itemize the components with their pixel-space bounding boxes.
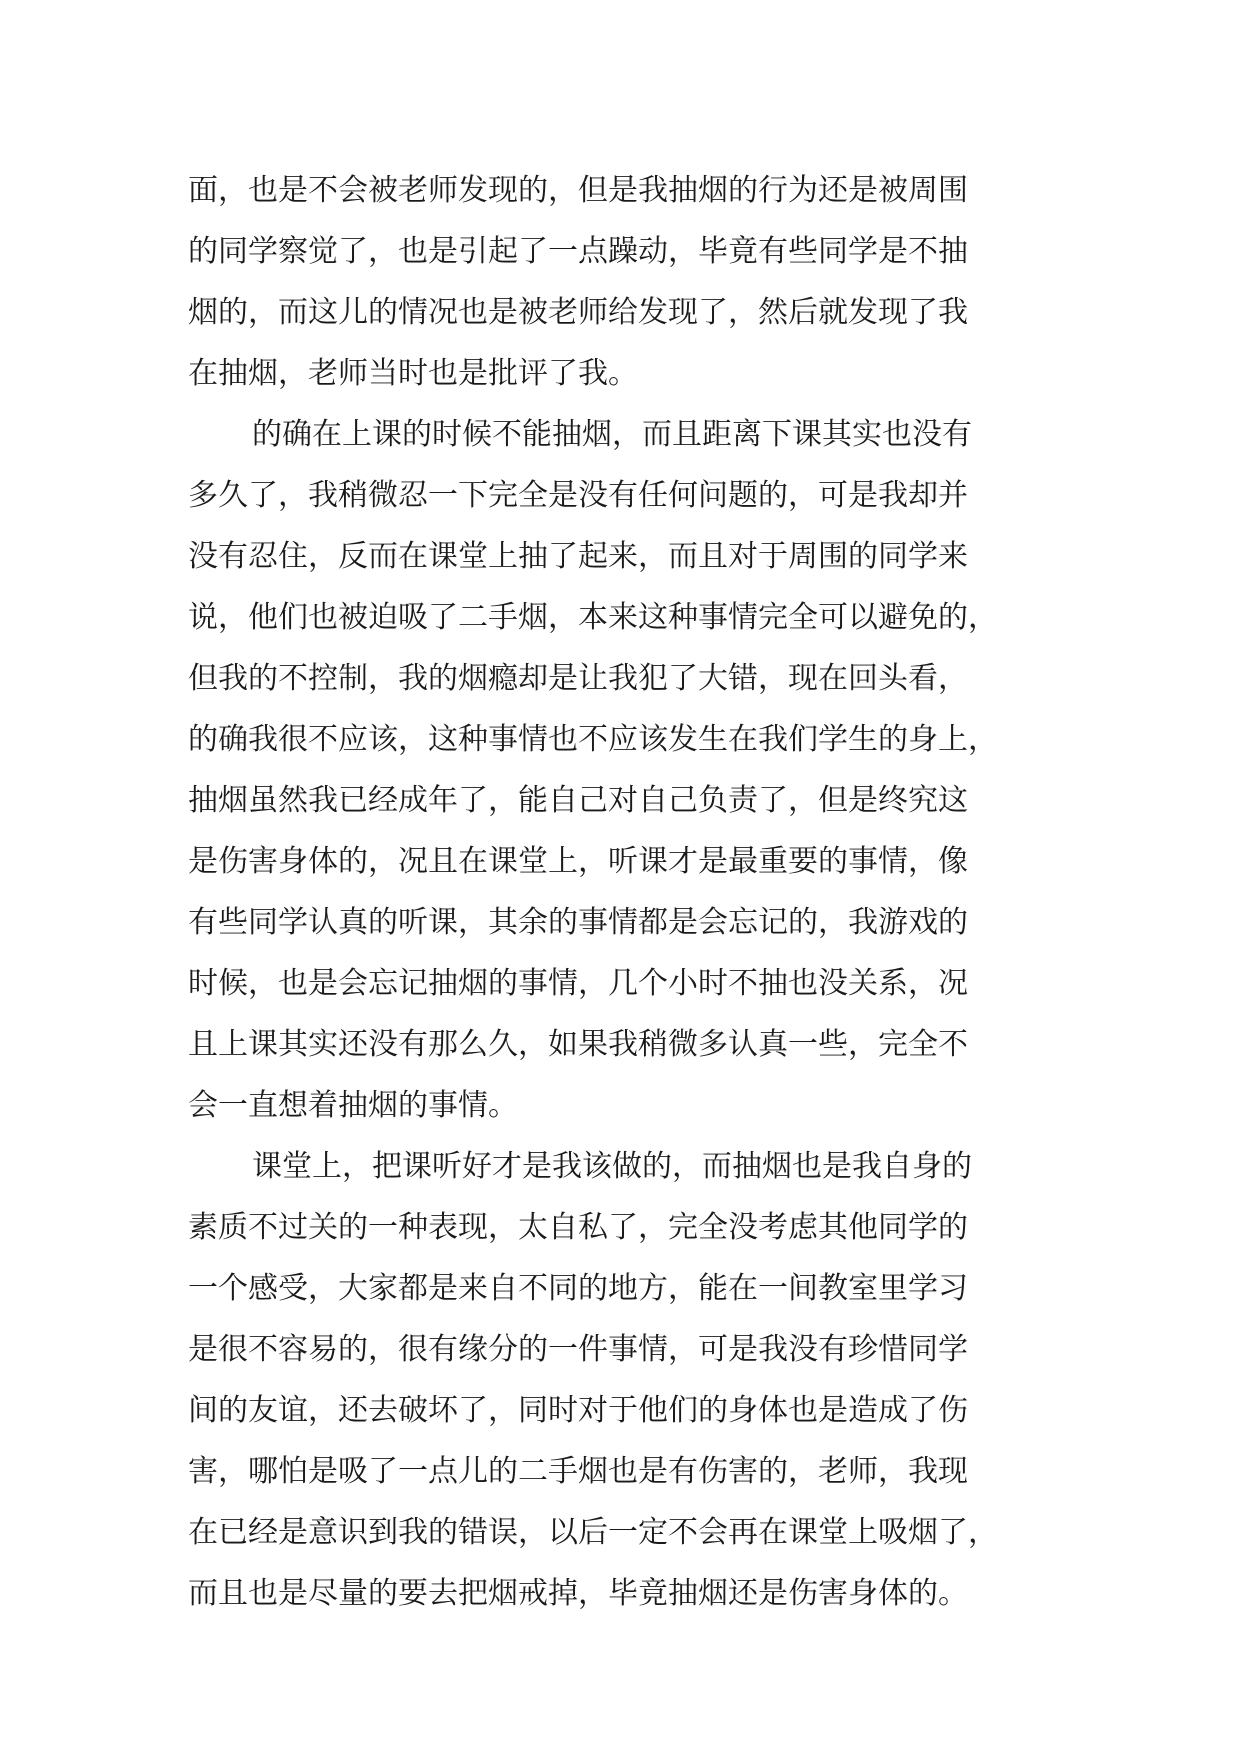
text-line: 素质不过关的一种表现，太自私了，完全没考虑其他同学的: [188, 1210, 968, 1245]
text-line: 且上课其实还没有那么久，如果我稍微多认真一些，完全不: [188, 1027, 968, 1062]
text-line: 会一直想着抽烟的事情。: [188, 1088, 518, 1123]
text-line: 但我的不控制，我的烟瘾却是让我犯了大错，现在回头看，: [188, 661, 968, 696]
text-line: 抽烟虽然我已经成年了，能自己对自己负责了，但是终究这: [188, 783, 968, 818]
text-line: 说，他们也被迫吸了二手烟，本来这种事情完全可以避免的，: [188, 600, 998, 635]
text-line: 时候，也是会忘记抽烟的事情，几个小时不抽也没关系，况: [188, 966, 968, 1001]
text-line: 的确我很不应该，这种事情也不应该发生在我们学生的身上，: [188, 722, 998, 757]
text-line: 没有忍住，反而在课堂上抽了起来，而且对于周围的同学来: [188, 539, 968, 574]
text-line: 烟的，而这儿的情况也是被老师给发现了，然后就发现了我: [188, 295, 968, 330]
text-line: 课堂上，把课听好才是我该做的，而抽烟也是我自身的: [252, 1149, 972, 1184]
text-line: 多久了，我稍微忍一下完全是没有任何问题的，可是我却并: [188, 478, 968, 513]
document-body: [188, 160, 1068, 1624]
text-line: 面，也是不会被老师发现的，但是我抽烟的行为还是被周围: [188, 173, 968, 208]
text-line: 是很不容易的，很有缘分的一件事情，可是我没有珍惜同学: [188, 1332, 968, 1367]
text-line: 一个感受，大家都是来自不同的地方，能在一间教室里学习: [188, 1271, 968, 1306]
text-line: 害，哪怕是吸了一点儿的二手烟也是有伤害的，老师，我现: [188, 1454, 968, 1489]
text-line: 有些同学认真的听课，其余的事情都是会忘记的，我游戏的: [188, 905, 968, 940]
text-line: 而且也是尽量的要去把烟戒掉，毕竟抽烟还是伤害身体的。: [188, 1576, 968, 1611]
text-line: 的确在上课的时候不能抽烟，而且距离下课其实也没有: [252, 417, 972, 452]
text-line: 在抽烟，老师当时也是批评了我。: [188, 356, 638, 391]
text-line: 间的友谊，还去破坏了，同时对于他们的身体也是造成了伤: [188, 1393, 968, 1428]
text-line: 的同学察觉了，也是引起了一点躁动，毕竟有些同学是不抽: [188, 234, 968, 269]
text-line: 是伤害身体的，况且在课堂上，听课才是最重要的事情，像: [188, 844, 968, 879]
text-line: 在已经是意识到我的错误，以后一定不会再在课堂上吸烟了，: [188, 1515, 998, 1550]
